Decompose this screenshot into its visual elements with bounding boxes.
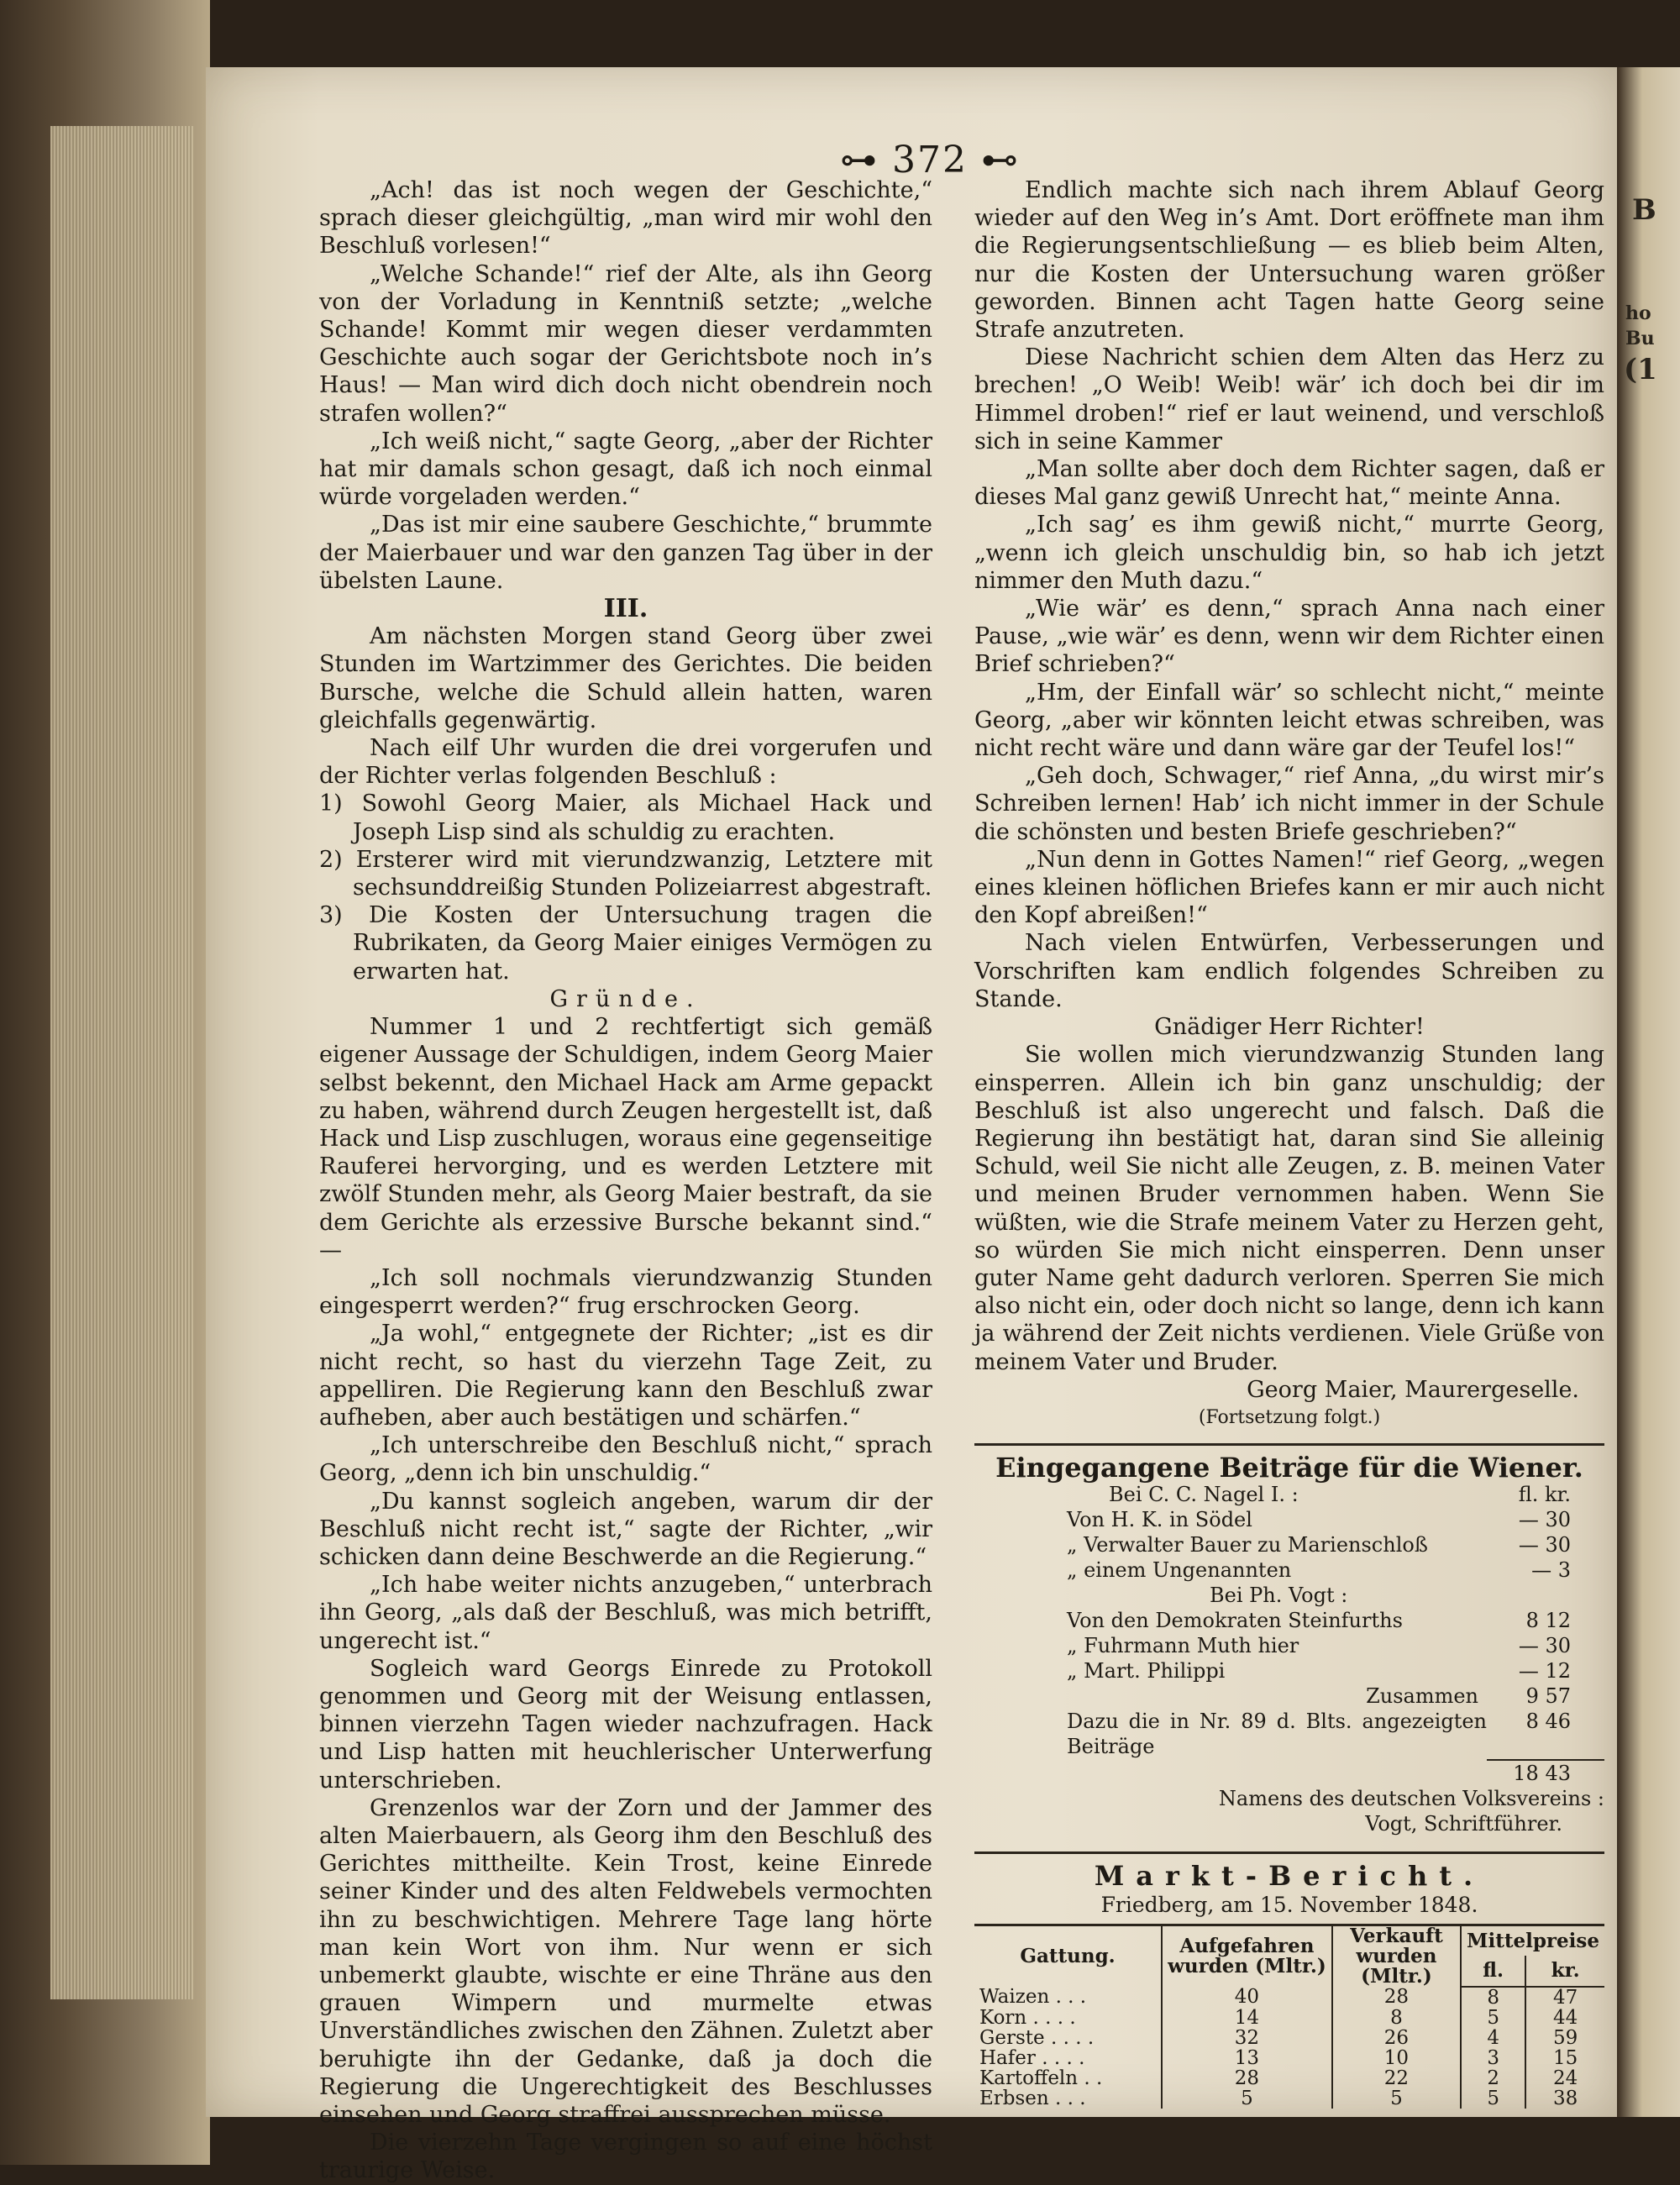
- page-number: ⊶ 372 ⊷: [840, 139, 1020, 181]
- cell-verkauft: 28: [1332, 1987, 1461, 2008]
- cell-kr: 59: [1553, 2026, 1578, 2049]
- col-gattung: Gattung.: [974, 1925, 1162, 1987]
- donation-label: „ Verwalter Bauer zu Marienschloß: [1067, 1533, 1428, 1557]
- cell-gattung: Korn . . . .: [974, 2008, 1162, 2028]
- cell-gattung: Erbsen . . .: [974, 2088, 1162, 2109]
- paragraph: „Das ist mir eine saubere Geschichte,“ brummte der Maierbauer und war den ganzen Tag über in der übelsten Laune.: [319, 512, 932, 594]
- cell-gattung: Hafer . . . .: [974, 2048, 1162, 2068]
- table-row: [974, 2068, 1604, 2088]
- donation-label: „ einem Ungenannten: [1067, 1558, 1292, 1583]
- col-fl: fl.: [1461, 1956, 1525, 1986]
- paragraph: „Welche Schande!“ rief der Alte, als ihn Georg von der Vorladung in Kenntniß setzte; „welche Schande! Kommt mir wegen dieser verdammten Geschichte auch sogar der Gerichtsbote noch in’s Haus! — Man wird dich doch nicht obendrein noch strafen wollen?“: [319, 260, 932, 427]
- cell-aufgefahren: 32: [1162, 2028, 1332, 2048]
- paragraph: „Ich unterschreibe den Beschluß nicht,“ sprach Georg, „denn ich bin unschuldig.“: [319, 1432, 932, 1487]
- list-item: 2) Ersterer wird mit vierundzwanzig, Letztere mit sechsunddreißig Stunden Polizeiarrest abgestraft.: [319, 846, 932, 901]
- prior-label: Dazu die in Nr. 89 d. Blts. angezeigten Beiträge: [1067, 1710, 1487, 1759]
- adjacent-fragment: ho: [1625, 302, 1651, 324]
- donation-amount: — 12: [1518, 1659, 1571, 1683]
- cell-fl: 2: [1461, 2068, 1525, 2088]
- section-heading: Gründe.: [549, 985, 702, 1012]
- cell-kr: 15: [1553, 2046, 1578, 2069]
- donation-row: [974, 1608, 1604, 1633]
- cell-aufgefahren: 28: [1162, 2068, 1332, 2088]
- cell-kr: 24: [1553, 2067, 1578, 2089]
- donation-row: [974, 1658, 1604, 1683]
- adjacent-fragment: Bu: [1625, 328, 1655, 349]
- adjacent-page-strip: [1617, 67, 1680, 2117]
- donation-row: [974, 1532, 1604, 1557]
- cell-gattung: Waizen . . .: [974, 1987, 1162, 2008]
- cell-aufgefahren: 5: [1162, 2088, 1332, 2109]
- donation-row: [974, 1557, 1604, 1583]
- book-edge: [0, 0, 210, 2165]
- paragraph: „Ich sag’ es ihm gewiß nicht,“ murrte Georg, „wenn ich gleich unschuldig bin, so hab ich jetzt nimmer den Muth dazu.“: [974, 512, 1604, 594]
- paragraph: Grenzenlos war der Zorn und der Jammer des alten Maierbauern, als Georg ihm den Beschluß des Gerichtes mittheilte. Kein Trost, keine Einrede seiner Kinder und des alten Feldwebels vermochten ihn zu beschwichtigen. Mehrere Tage lang hörte man kein Wort von ihm. Nur wenn er sich unbemerkt glaubte, wischte er eine Thräne aus den grauen Wimpern und murmelte etwas Unverständliches zwischen den Zähnen. Zuletzt aber beruhigte ihn der Gedanke, daß ja doch die Regierung die Ungerechtigkeit des Beschlusses einsehen und Georg straffrei aussprechen müsse.: [319, 1794, 932, 2129]
- cell-gattung: Gerste . . . .: [974, 2028, 1162, 2048]
- donation-amount: — 30: [1518, 1533, 1571, 1557]
- table-row: [974, 2088, 1604, 2109]
- paragraph: „Geh doch, Schwager,“ rief Anna, „du wirst mir’s Schreiben lernen! Hab’ ich nicht immer in der Schule die schönsten und besten Briefe geschrieben?“: [974, 763, 1604, 845]
- paragraph: „Ich weiß nicht,“ sagte Georg, „aber der Richter hat mir damals schon gesagt, daß ich noch einmal würde vorgeladen werden.“: [319, 428, 932, 511]
- letter-signature: Georg Maier, Maurergeselle.: [1247, 1376, 1579, 1403]
- donation-label: „ Mart. Philippi: [1067, 1659, 1226, 1683]
- paragraph: „Ich soll nochmals vierundzwanzig Stunden eingesperrt werden?“ frug erschrocken Georg.: [319, 1264, 932, 1320]
- cell-verkauft: 10: [1332, 2048, 1461, 2068]
- donations-list-2: [974, 1608, 1604, 1683]
- donation-amount: 8 12: [1525, 1609, 1571, 1633]
- cell-aufgefahren: 40: [1162, 1987, 1332, 2008]
- paragraph: „Nun denn in Gottes Namen!“ rief Georg, „wegen eines kleinen höflichen Briefes kann er mir auch nicht den Kopf abreißen!“: [974, 846, 1604, 929]
- cell-kr: 44: [1553, 2006, 1578, 2029]
- left-column: [319, 176, 932, 2185]
- list-item: 3) Die Kosten der Untersuchung tragen die Rubrikaten, da Georg Maier einiges Vermögen zu erwarten hat.: [319, 902, 932, 985]
- letter-salutation: Gnädiger Herr Richter!: [1154, 1014, 1425, 1041]
- paragraph: Sogleich ward Georgs Einrede zu Protokoll genommen und Georg mit der Weisung entlassen, binnen vierzehn Tagen wieder nachzufragen. Hack und Lisp hatten mit heuchlerischer Unterwerfung unterschrieben.: [319, 1655, 932, 1794]
- continuation-note: (Fortsetzung folgt.): [1198, 1406, 1381, 1428]
- paragraph: „Ich habe weiter nichts anzugeben,“ unterbrach ihn Georg, „als daß der Beschluß, was mich betrifft, ungerecht ist.“: [319, 1572, 932, 1654]
- section-heading: III.: [603, 594, 648, 624]
- cell-aufgefahren: 13: [1162, 2048, 1332, 2068]
- paragraph: „Ach! das ist noch wegen der Geschichte,“ sprach dieser gleichgültig, „man wird mir wohl den Beschluß vorlesen!“: [319, 177, 932, 260]
- paragraph: Diese Nachricht schien dem Alten das Herz zu brechen! „O Weib! Weib! wär’ ich doch bei dir im Himmel droben!“ rief er laut weinend, und verschloß sich in seine Kammer: [974, 344, 1604, 454]
- total-amount: 18 43: [1487, 1759, 1604, 1786]
- table-row: [974, 2008, 1604, 2028]
- market-title: Markt-Bericht.: [1094, 1860, 1485, 1893]
- table-row: [974, 2048, 1604, 2068]
- donations-title: Eingegangene Beiträge für die Wiener.: [995, 1452, 1583, 1484]
- donation-row: [974, 1633, 1604, 1658]
- paragraph: Nummer 1 und 2 rechtfertigt sich gemäß eigener Aussage der Schuldigen, indem Georg Maier selbst bekennt, den Michael Hack am Arme gepackt zu haben, während durch Zeugen hergestellt ist, daß Hack und Lisp zuschlugen, woraus eine gegenseitige Rauferei hervorging, und es werden Letztere mit zwölf Stunden mehr, als Georg Maier bestraft, da sie dem Gerichte als erzessive Bursche bekannt sind.“ —: [319, 1014, 932, 1263]
- divider: [974, 1443, 1604, 1446]
- col-aufgefahren: Aufgefahren wurden (Mltr.): [1162, 1925, 1332, 1987]
- paragraph: Nach eilf Uhr wurden die drei vorgerufen und der Richter verlas folgenden Beschluß :: [319, 735, 932, 790]
- cell-verkauft: 22: [1332, 2068, 1461, 2088]
- donation-row: [974, 1507, 1604, 1532]
- currency-header: fl. kr.: [1518, 1483, 1571, 1507]
- cell-gattung: Kartoffeln . .: [974, 2068, 1162, 2088]
- adjacent-fragment: (1: [1624, 353, 1657, 386]
- donation-label: Von den Demokraten Steinfurths: [1067, 1609, 1403, 1633]
- cell-verkauft: 26: [1332, 2028, 1461, 2048]
- col-mittelpreise: Mittelpreise: [1461, 1925, 1604, 1956]
- right-column: [974, 176, 1604, 2109]
- paragraph: „Du kannst sogleich angeben, warum dir der Beschluß nicht recht ist,“ sagte der Richter, „wir schicken dann deine Beschwerde an die Regierung.“: [319, 1488, 932, 1570]
- paragraph: „Man sollte aber doch dem Richter sagen, daß er dieses Mal ganz gewiß Unrecht hat,“ meinte Anna.: [974, 456, 1604, 511]
- prior-amount: 8 46: [1525, 1710, 1571, 1734]
- table-row: [974, 2028, 1604, 2048]
- paragraph: Die vierzehn Tage vergingen so auf eine höchst traurige Weise.: [319, 2130, 932, 2184]
- donations-group-2: Bei Ph. Vogt :: [1210, 1584, 1348, 1608]
- cell-fl: 4: [1461, 2028, 1525, 2048]
- market-table: [974, 1924, 1604, 2109]
- list-item: 1) Sowohl Georg Maier, als Michael Hack und Joseph Lisp sind als schuldig zu erachten.: [319, 790, 932, 845]
- divider: [974, 1851, 1604, 1854]
- paragraph: Am nächsten Morgen stand Georg über zwei Stunden im Wartzimmer des Gerichtes. Die beiden Bursche, welche die Schuld allein hatten, waren gleichfalls gegenwärtig.: [319, 623, 932, 733]
- donation-label: „ Fuhrmann Muth hier: [1067, 1634, 1299, 1658]
- adjacent-fragment: B: [1632, 193, 1656, 227]
- col-kr: kr.: [1525, 1956, 1604, 1986]
- col-verkauft: Verkauft wurden (Mltr.): [1332, 1925, 1461, 1987]
- sum-amount: 9 57: [1525, 1684, 1571, 1709]
- donation-amount: — 30: [1518, 1508, 1571, 1532]
- cell-fl: 8: [1461, 1987, 1525, 2008]
- cell-verkauft: 8: [1332, 2008, 1461, 2028]
- paragraph: Sie wollen mich vierundzwanzig Stunden lang einsperren. Allein ich bin ganz unschuldig; der Beschluß ist also ungerecht und falsch. Daß die Regierung ihn bestätigt hat, daran sind Sie alleinig Schuld, weil Sie nicht alle Zeugen, z. B. meinen Vater und meinen Bruder vernommen haben. Wenn Sie wüßten, wie die Strafe meinem Vater zu Herzen geht, so würden Sie mich nicht einsperren. Denn unser guter Name geht dadurch verloren. Sperren Sie mich also nicht ein, oder doch nicht so lange, denn ich kann ja während der Zeit nichts verdienen. Viele Grüße von meinem Vater und Bruder.: [974, 1042, 1604, 1375]
- donation-amount: — 3: [1531, 1558, 1571, 1583]
- sum-label: Zusammen: [1366, 1684, 1478, 1709]
- paragraph: „Ja wohl,“ entgegnete der Richter; „ist es dir nicht recht, so hast du vierzehn Tage Zeit, zu appelliren. Die Regierung kann den Beschluß zwar aufheben, aber auch bestätigen und schärfen.“: [319, 1321, 932, 1431]
- cell-verkauft: 5: [1332, 2088, 1461, 2109]
- donation-label: Von H. K. in Södel: [1067, 1508, 1252, 1532]
- market-subtitle: Friedberg, am 15. November 1848.: [1100, 1892, 1478, 1917]
- paragraph: Nach vielen Entwürfen, Verbesserungen und Vorschriften kam endlich folgendes Schreiben zu Stande.: [974, 930, 1604, 1012]
- donations-group-1: Bei C. C. Nagel I. :: [1109, 1483, 1299, 1507]
- table-row: [974, 1987, 1604, 2008]
- donations-list-1: [974, 1507, 1604, 1583]
- donations-footer-1: Namens des deutschen Volksvereins :: [1218, 1787, 1604, 1811]
- paragraph: „Hm, der Einfall wär’ so schlecht nicht,“ meinte Georg, „aber wir könnten leicht etwas schreiben, was nicht recht wäre und dann wäre gar der Teufel los!“: [974, 679, 1604, 762]
- paragraph: Endlich machte sich nach ihrem Ablauf Georg wieder auf den Weg in’s Amt. Dort eröffnete man ihm die Regierungsentschließung — es blieb beim Alten, nur die Kosten der Untersuchung waren größer geworden. Binnen acht Tagen hatte Georg seine Strafe anzutreten.: [974, 177, 1604, 344]
- donation-amount: — 30: [1518, 1634, 1571, 1658]
- cell-fl: 5: [1461, 2088, 1525, 2109]
- cell-aufgefahren: 14: [1162, 2008, 1332, 2028]
- donations-footer-2: Vogt, Schriftführer.: [1365, 1812, 1562, 1836]
- cell-kr: 47: [1553, 1986, 1578, 2009]
- cell-kr: 38: [1553, 2087, 1578, 2109]
- cell-fl: 5: [1461, 2008, 1525, 2028]
- right-column-text: [974, 176, 1604, 1431]
- cell-fl: 3: [1461, 2048, 1525, 2068]
- paragraph: „Wie wär’ es denn,“ sprach Anna nach einer Pause, „wie wär’ es denn, wenn wir dem Richter einen Brief schrieben?“: [974, 596, 1604, 678]
